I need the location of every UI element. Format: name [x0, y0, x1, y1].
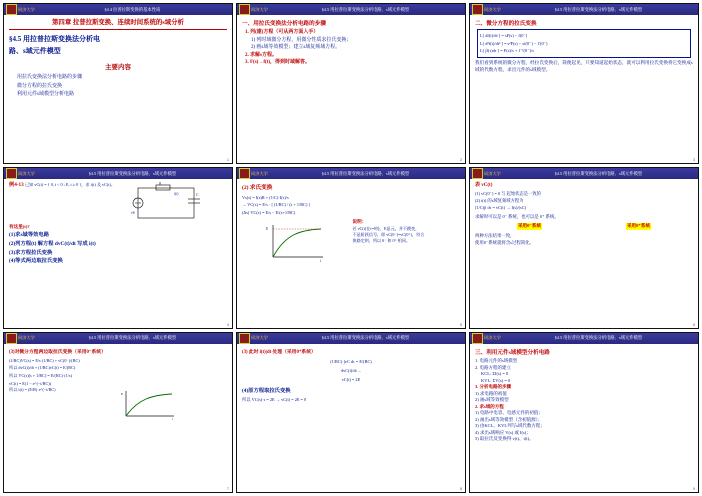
- list2-item-1: 1) 求电路的初值: [475, 390, 507, 396]
- university-logo-icon: [239, 4, 250, 15]
- equation-1: (1/RC)·∫vC dτ = E/(RC): [330, 358, 372, 364]
- slide-4-header: [4, 168, 232, 179]
- page-number: 5: [460, 322, 462, 327]
- university-logo-icon: [472, 4, 483, 15]
- university-logo-icon: [239, 333, 250, 344]
- kvl-equation: KVL: ΣV(s) = 0: [481, 377, 511, 383]
- slide-3-header: [470, 4, 698, 15]
- slide-2-header: [237, 4, 465, 15]
- step-1-sub-2: 2) 画s域等效模型；建立s域复频域方程。: [251, 45, 341, 51]
- slide-3-body: [470, 15, 698, 77]
- slide-5-header: [237, 168, 465, 179]
- slide-8[interactable]: [236, 332, 466, 493]
- formula-3: L[ ∫f(τ)dτ ] = F(s)/s + f⁻¹(0⁻)/s: [480, 48, 534, 54]
- method-4: (4)等式两边取拉氏变换: [9, 258, 63, 265]
- header-left-label: 同济大学: [18, 6, 35, 12]
- page-number: 8: [460, 486, 462, 491]
- note-line-1: 若 vC(t)在t=0处，E是元，并不跳变，: [352, 225, 420, 231]
- equation-1: (1/RC)VC(s) = E/s·(1/RC) + vC(0⁻)/(RC): [9, 357, 80, 363]
- page-number: 6: [693, 322, 695, 327]
- university-logo-icon: [6, 333, 17, 344]
- slide-8-heading: (3) 此时 i(t)∫dt 处理（采用0⁺系统）: [242, 349, 316, 355]
- kcl-equation: KCL: ΣI(s) = 0: [481, 371, 509, 377]
- slide-2[interactable]: [236, 3, 466, 164]
- header-title: §4.5 用拉普拉斯变换法分析电路、s域元件模型: [554, 170, 643, 176]
- method-2: (2)列方程(t) 解方程 dvC(t)/dt 写成 i(t): [9, 240, 96, 247]
- list3-item-2: 2) 画出s域等效模型（含初值源）；: [475, 416, 543, 422]
- equation-3: 所以 VC(s)[s + 1/RC] = E/(RC)·(1/s): [9, 372, 72, 378]
- slide-9-heading: 三、利用元件s域模型分析电路: [475, 349, 550, 356]
- university-logo-icon: [6, 4, 17, 15]
- slide-7-header: [4, 333, 232, 344]
- list1-item-1: 1. 电路元件的s域模型: [475, 358, 518, 364]
- bottom-note-2: 使用0⁻系统就将含s过程简化。: [475, 239, 534, 245]
- header-left-label: 同济大学: [484, 6, 501, 12]
- question-line: 有这里(t)?: [9, 224, 30, 230]
- slide-9-header: [470, 333, 698, 344]
- slide-2-body: [237, 15, 465, 70]
- voltage-response-plot: [120, 387, 178, 421]
- tag-zero-minus: 采用0⁻系统: [517, 223, 542, 229]
- equation-3: (Δs) VC(s) = E/s − E/(s+1/RC): [242, 210, 296, 216]
- method-1: (1)求s域等效电路: [9, 232, 50, 239]
- table-label: 表 vC(t): [475, 183, 493, 189]
- university-logo-icon: [472, 168, 483, 179]
- list3-label: 2. 求s域的方程: [475, 403, 504, 409]
- header-title: §4.5 用拉普拉斯变换法分析电路、s域元件模型: [321, 170, 410, 176]
- method-3: (3)求方程拉氏变换: [9, 249, 53, 256]
- slide-3-heading: 二、微分方程的拉氏变换: [475, 21, 537, 27]
- slide-4-body: [4, 179, 232, 270]
- page-number: 4: [227, 322, 229, 327]
- chapter-title: 第四章 拉普拉斯变换、连续时间系统的s域分析: [9, 18, 227, 30]
- note-line-2: 不是阶跃信号，即 vC(0⁻)=vC(0⁺)，符合: [352, 231, 425, 237]
- tag-zero-plus: 采用0⁺系统: [626, 223, 651, 229]
- svg-text:R: R: [159, 182, 162, 186]
- equation-2: → VC(s) = E/s · [ (1/RC) / (s + 1/RC) ]: [242, 202, 310, 208]
- svg-text:vS: vS: [131, 211, 136, 216]
- slide-8-body: [237, 344, 465, 407]
- list-item: 利用元件s域模型分析电路: [17, 92, 74, 98]
- list2-label: 3. 分析电路的步骤: [475, 384, 511, 390]
- slide-3[interactable]: [469, 3, 699, 164]
- list1-item-2: 2. 电路方程的建立: [475, 364, 511, 370]
- step-2: 2. 求解s方程。: [245, 52, 277, 58]
- svg-text:t: t: [171, 417, 173, 422]
- university-logo-icon: [239, 168, 250, 179]
- header-left-label: 同济大学: [18, 335, 35, 341]
- header-left-label: 同济大学: [484, 170, 501, 176]
- slide-8-header: [237, 333, 465, 344]
- list3-item-4: 4) 求出s域响应 V(s) 或 I(s)；: [475, 429, 531, 435]
- row-2: (2) i(t) 的s域复频域方程为: [475, 198, 524, 204]
- slide-5-body: [237, 179, 465, 268]
- row-3: (1/C)∫i dτ = vC(t) → I(s)/(sC): [475, 205, 527, 211]
- derivative-formula-box: [477, 29, 691, 57]
- bottom-note-1: 两种方法结果一致，: [475, 233, 515, 239]
- capacitor-voltage-plot: [265, 221, 327, 263]
- slide-7-heading: (3)对微分方程两边取拉氏变换（采用0⁻系统）: [9, 349, 106, 355]
- result-line: 所以 i(t) = (E/R)·e^(−t/RC): [9, 387, 56, 393]
- step-3: 3. F(s)→f(t)，得到时域解答。: [245, 60, 310, 66]
- final-step-label: (4)原方程取拉氏变换: [242, 387, 291, 394]
- example-given: 已知 vC(t) = { 0, t < 0 ; E, t ≥ 0 }，求 i(t) 及 vC(t)。: [24, 182, 116, 188]
- header-title: §4.5 用拉普拉斯变换法分析电路、s域元件模型: [88, 170, 177, 176]
- note-label: 说明：: [352, 218, 367, 224]
- section-title-line2: 路、s域元件模型: [9, 46, 61, 55]
- header-left-label: 同济大学: [18, 170, 35, 176]
- row-1: (1) vC(0⁻) = 0 与 起始状态是一致的: [475, 190, 541, 196]
- final-equation: 所以 VC(s)·s = 2E → vC(t) = 2E = 0: [242, 396, 307, 402]
- page-number: 3: [693, 158, 695, 163]
- explanatory-paragraph: 我们看到系统的微分方程，经拉氏变换后，简便起见，只要知道起始状态，就可以利用拉氏变换将它变换成s域的代数方程，求出元件的s域模型。: [475, 59, 693, 72]
- slide-6-header: [470, 168, 698, 179]
- note-line-3: 换路定则，所以 0⁻ 和 0⁺ 相同。: [352, 238, 411, 244]
- page-number: 7: [227, 486, 229, 491]
- university-logo-icon: [472, 333, 483, 344]
- slide-1-bullets: [17, 74, 227, 99]
- slide-9-body: [470, 344, 698, 446]
- list3-item-5: 5) 取拉氏反变换得 v(t)、i(t)。: [475, 436, 534, 442]
- slide-7-body: [4, 344, 232, 424]
- header-title: §4.5 用拉普拉斯变换法分析电路、s域元件模型: [321, 335, 410, 341]
- slide-1-body: [4, 15, 232, 103]
- header-title: §4.5 用拉普拉斯变换法分析电路、s域元件模型: [88, 335, 177, 341]
- slide-5-heading: (2) 求氏变换: [242, 185, 273, 192]
- header-title: §4.4 拉普拉斯变换的基本性质: [104, 6, 161, 12]
- step-1: 1. 列(建)方程（可从两方面入手）: [245, 30, 319, 36]
- slide-6-body: [470, 179, 698, 249]
- formula-2: L[ d²f(t)/dt² ] = s²F(s) − sf(0⁻) − f′(0⁻): [480, 40, 548, 46]
- header-left-label: 同济大学: [251, 6, 268, 12]
- slide-1-header: [4, 4, 232, 15]
- list3-item-1: 1) 电路中电容、电感元件的初值；: [475, 410, 543, 416]
- step-1-sub-1: 1) 列时域微分方程，用微分性质求拉氏变换；: [251, 37, 352, 43]
- slide-5[interactable]: [236, 167, 466, 328]
- list2-item-2: 2) 画s域等效模型: [475, 397, 509, 403]
- formula-1: L[ df(t)/dt ] = sF(s) − f(0⁻): [480, 33, 528, 39]
- page-number: 2: [460, 158, 462, 163]
- header-left-label: 同济大学: [251, 335, 268, 341]
- university-logo-icon: [6, 168, 17, 179]
- example-label: 例4-13: [9, 182, 24, 189]
- equation-2: 所以 dvC(t)/dt + (1/RC)vC(t) = E/(RC): [9, 365, 76, 371]
- svg-text:t: t: [319, 258, 321, 263]
- equation-1: Vs(s) = I(s)R + (1/C)·I(s)/s: [242, 194, 289, 200]
- header-title: §4.5 用拉普拉斯变换法分析电路、s域元件模型: [321, 6, 410, 12]
- page-number: 9: [693, 486, 695, 491]
- slide-6[interactable]: [469, 167, 699, 328]
- header-title: §4.5 用拉普拉斯变换法分析电路、s域元件模型: [554, 6, 643, 12]
- main-content-label: 主要内容: [105, 64, 131, 72]
- equation-4: vC(t) = E(1 − e^(−t/RC)): [9, 380, 52, 386]
- equation-2: dvC(t)/dt ...: [340, 367, 362, 373]
- slide-9[interactable]: [469, 332, 699, 493]
- equation-3: vC(t) = 2E: [341, 376, 361, 382]
- slide-4[interactable]: [3, 167, 233, 328]
- svg-text:E: E: [265, 226, 268, 231]
- list-item: 用拉氏变换法分析电路的步骤: [17, 75, 83, 81]
- list-item: 微分方程的拉氏变换: [17, 83, 63, 89]
- svg-text:E: E: [120, 392, 123, 397]
- header-title: §4.5 用拉普拉斯变换法分析电路、s域元件模型: [554, 335, 643, 341]
- list3-item-3: 3) 由KCL、KVL列写s域代数方程；: [475, 423, 545, 429]
- svg-text:C: C: [196, 193, 199, 198]
- rc-circuit-diagram: [130, 182, 202, 224]
- slide-2-heading: 一、用拉氏变换法分析电路的步骤: [242, 21, 326, 27]
- header-left-label: 同济大学: [484, 335, 501, 341]
- slide-7[interactable]: [3, 332, 233, 493]
- mid-note: 求解时可以是 0⁻ 系统，也可以是 0⁺ 系统。: [475, 213, 559, 219]
- slide-1[interactable]: [3, 3, 233, 164]
- header-left-label: 同济大学: [251, 170, 268, 176]
- section-title-line1: §4.5 用拉普拉斯变换法分析电: [9, 34, 100, 43]
- svg-text:i(t): i(t): [174, 192, 179, 197]
- page-number: 1: [227, 158, 229, 163]
